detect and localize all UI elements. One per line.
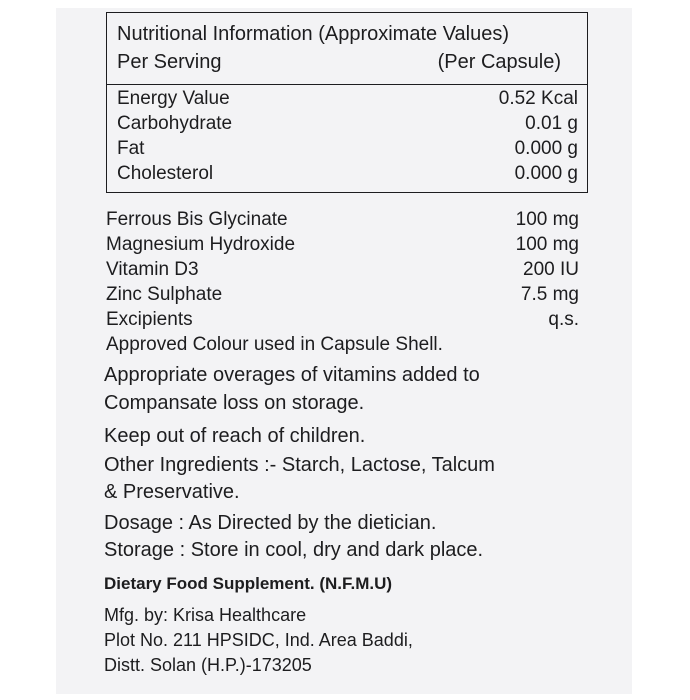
composition-item-name: Vitamin D3 xyxy=(106,259,199,280)
composition-item-value: 100 mg xyxy=(515,234,579,255)
composition-item-name: Ferrous Bis Glycinate xyxy=(106,209,288,230)
composition-item-value: 200 IU xyxy=(523,259,579,280)
composition-item-name: Zinc Sulphate xyxy=(106,284,223,305)
composition-item-name: Excipients xyxy=(106,309,193,330)
nutrition-row-name: Cholesterol xyxy=(117,163,214,184)
nutrition-row-name: Carbohydrate xyxy=(117,113,233,134)
overages-statement-line1: Appropriate overages of vitamins added to xyxy=(104,364,480,386)
nutrition-row-value: 0.000 g xyxy=(514,138,578,159)
other-ingredients-line1: Other Ingredients :- Starch, Lactose, Talcum xyxy=(104,454,495,476)
keep-out-warning: Keep out of reach of children. xyxy=(104,425,366,447)
composition-item-value: q.s. xyxy=(548,309,579,330)
dosage-statement: Dosage : As Directed by the dietician. xyxy=(104,512,437,534)
nutrition-row-name: Energy Value xyxy=(117,88,230,109)
nutrition-row-name: Fat xyxy=(117,138,145,159)
nutrition-row-value: 0.000 g xyxy=(514,163,578,184)
storage-statement: Storage : Store in cool, dry and dark place. xyxy=(104,539,484,561)
overages-statement-line2: Compansate loss on storage. xyxy=(104,392,365,414)
other-ingredients-line2: & Preservative. xyxy=(104,481,240,503)
per-serving-label: Per Serving xyxy=(117,51,222,73)
supplement-label: Dietary Food Supplement. (N.F.M.U) xyxy=(104,574,393,593)
composition-item-name: Magnesium Hydroxide xyxy=(106,234,296,255)
composition-item-value: 7.5 mg xyxy=(520,284,579,305)
nutrition-row-value: 0.52 Kcal xyxy=(498,88,578,109)
per-capsule-label: (Per Capsule) xyxy=(437,51,561,73)
manufacturer-line2: Plot No. 211 HPSIDC, Ind. Area Baddi, xyxy=(104,630,413,650)
manufacturer-line1: Mfg. by: Krisa Healthcare xyxy=(104,605,307,625)
colour-statement: Approved Colour used in Capsule Shell. xyxy=(106,334,443,355)
manufacturer-line3: Distt. Solan (H.P.)-173205 xyxy=(104,655,312,675)
composition-item-value: 100 mg xyxy=(515,209,579,230)
nutrition-row-value: 0.01 g xyxy=(525,113,578,134)
nutrition-title: Nutritional Information (Approximate Values) xyxy=(117,23,510,45)
